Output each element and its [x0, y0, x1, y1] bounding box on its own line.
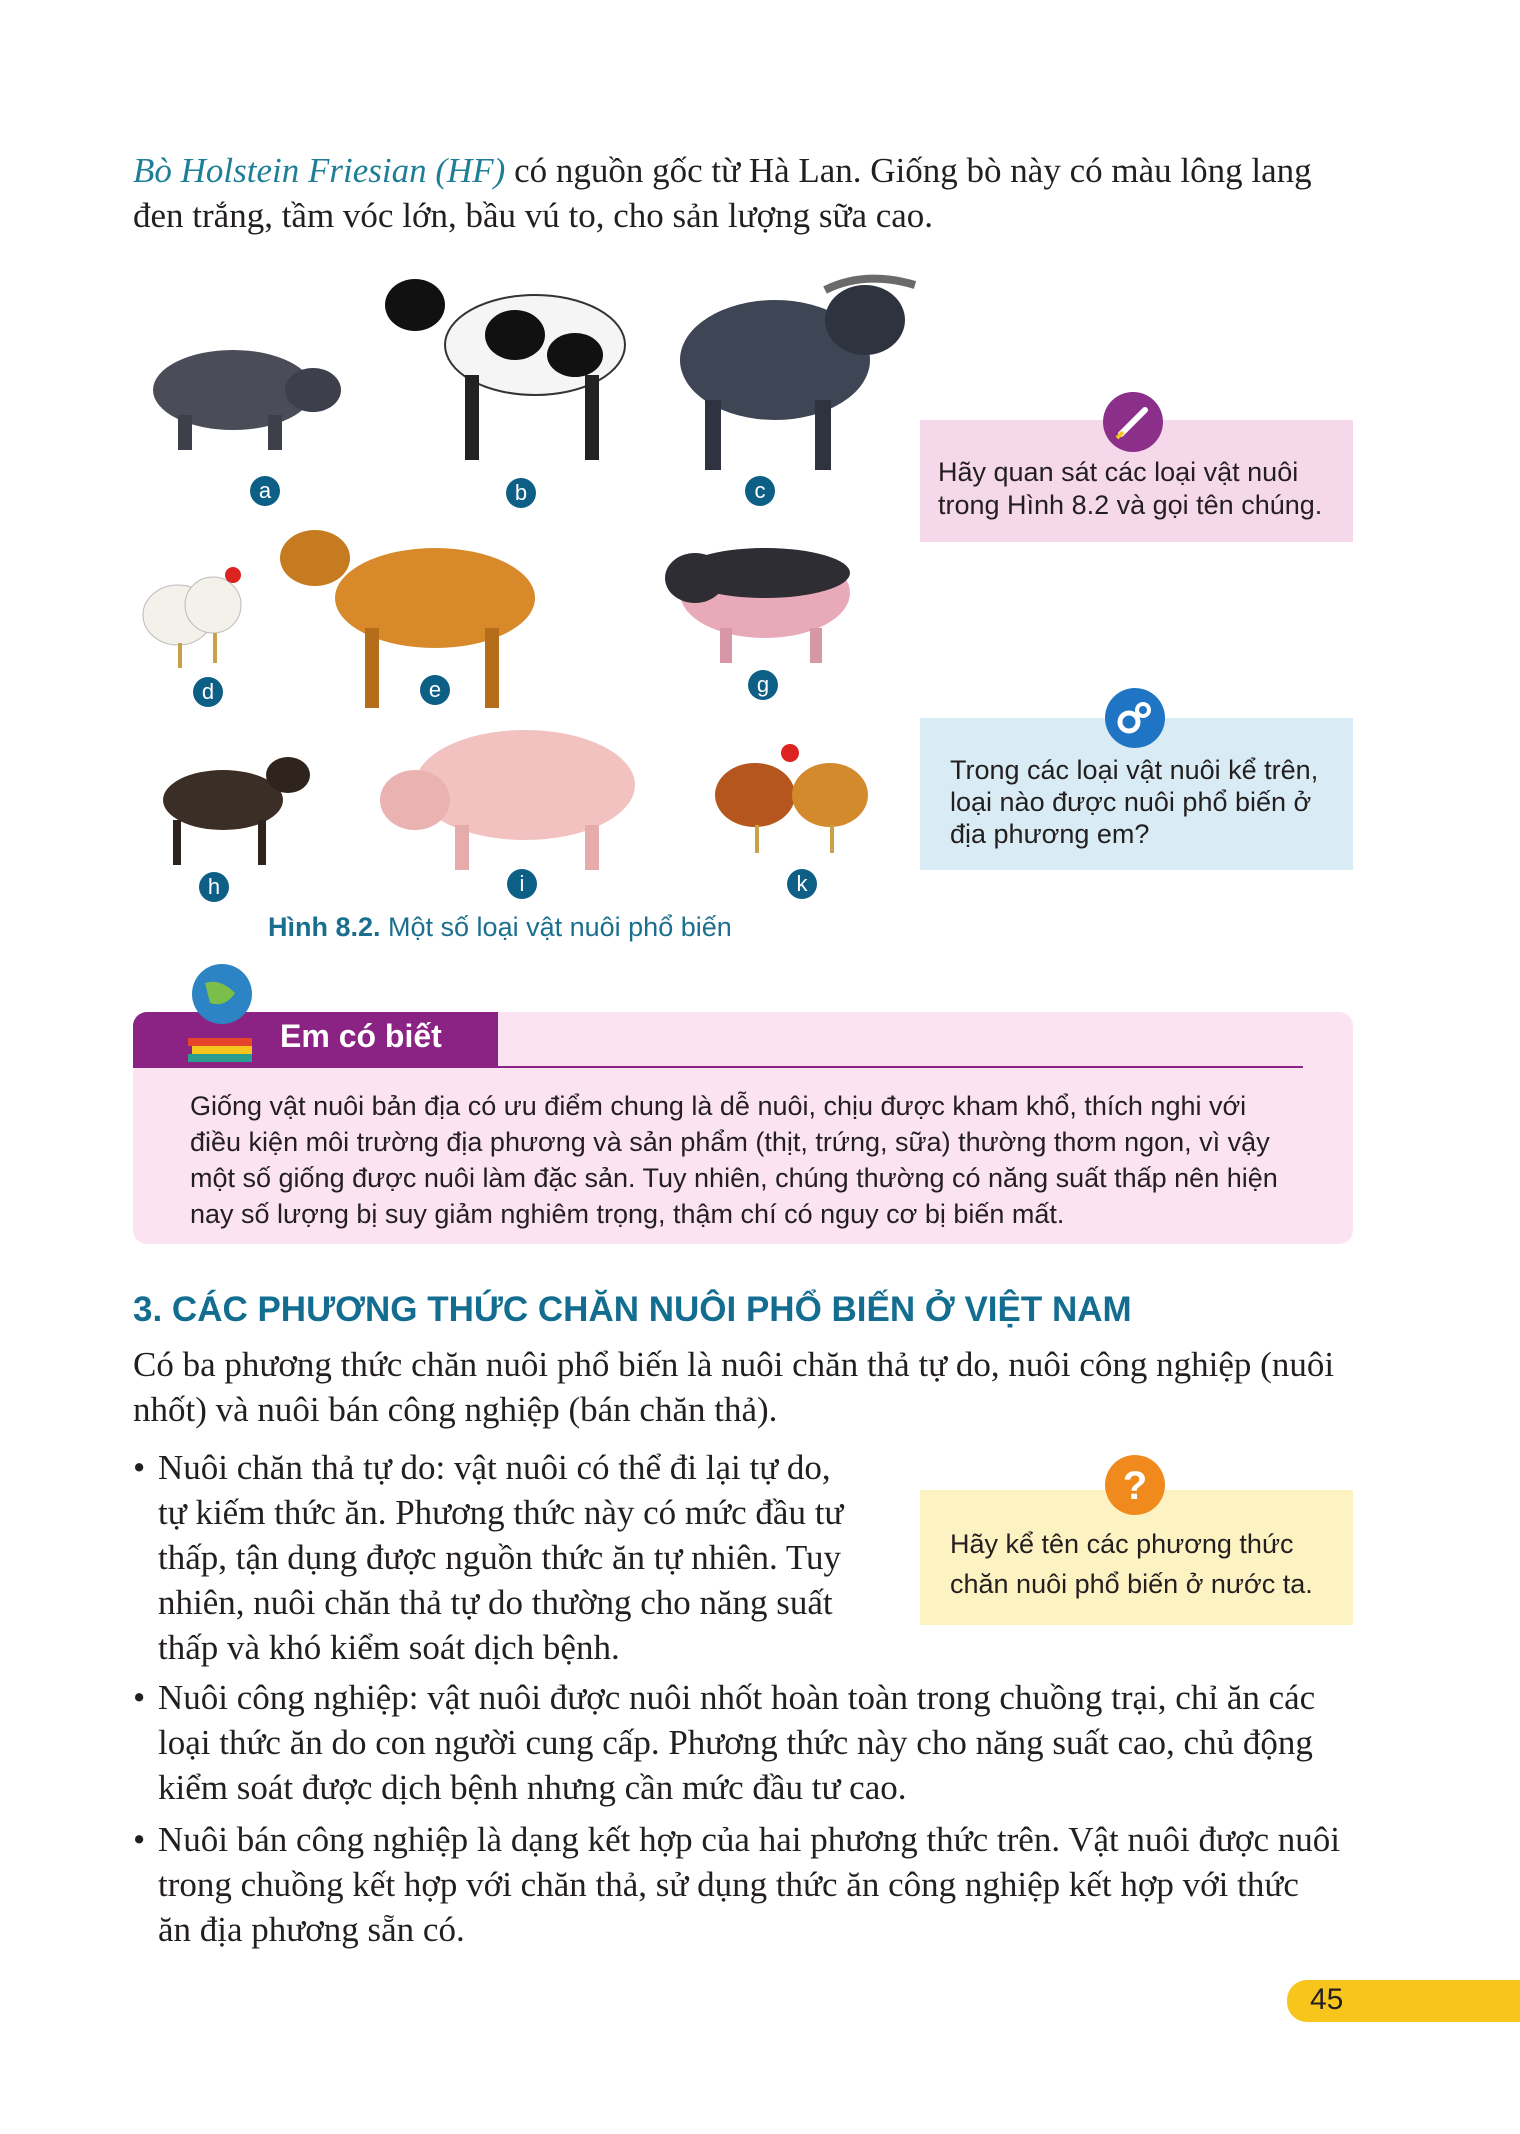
globe-icon: [180, 958, 260, 1064]
pencil-icon: [1103, 392, 1163, 452]
label-d: d: [193, 677, 223, 707]
section-intro-line-1: Có ba phương thức chăn nuôi phổ biến là nuôi chăn thả tự do, nuôi công nghiệp (nuôi: [133, 1345, 1335, 1384]
intro-line-1: [133, 148, 1353, 193]
bullet-2-line-2: loại thức ăn do con người cung cấp. Phương thức này cho năng suất cao, chủ động: [158, 1723, 1313, 1762]
gears-icon: [1105, 688, 1165, 748]
bullet-2-line-3: kiểm soát được dịch bệnh nhưng cần mức đầu tư cao.: [158, 1768, 907, 1807]
bullet-free-range: [133, 1445, 883, 1670]
local-line-1: Trong các loại vật nuôi kể trên,: [950, 755, 1319, 785]
bullet-dot: •: [133, 1820, 146, 1859]
label-i: i: [507, 869, 537, 899]
label-g: g: [748, 670, 778, 700]
did-you-know-line-3: một số giống được nuôi làm đặc sản. Tuy nhiên, chúng thường có năng suất thấp nên hiện: [190, 1163, 1278, 1193]
buffalo-image: [675, 270, 925, 480]
spotted-pig-image: [660, 528, 860, 668]
caption-text: Một số loại vật nuôi phổ biến: [380, 912, 732, 942]
did-you-know-title: Em có biết: [280, 1018, 442, 1054]
did-you-know-line-4: nay số lượng bị suy giảm nghiêm trọng, thậm chí có nguy cơ bị biến mất.: [190, 1199, 1065, 1229]
section-title: 3. CÁC PHƯƠNG THỨC CHĂN NUÔI PHỔ BIẾN Ở VIỆT NAM: [133, 1290, 1132, 1329]
white-chickens-image: [138, 555, 248, 670]
bullet-industrial: [133, 1675, 1353, 1810]
did-you-know-line-2: điều kiện môi trường địa phương và sản phẩm (thịt, trứng, sữa) thường thơm ngon, vì vậy: [190, 1127, 1270, 1157]
yellow-cow-image: [275, 518, 550, 713]
section-intro-paragraph: [133, 1342, 1353, 1432]
label-c: c: [745, 476, 775, 506]
intro-paragraph: [133, 148, 1353, 238]
black-pig-image: [138, 330, 348, 460]
goat-image: [138, 745, 318, 870]
bullet-1-line-3: thấp, tận dụng được nguồn thức ăn tự nhiên. Tuy: [158, 1538, 842, 1577]
label-b: b: [506, 478, 536, 508]
bullet-1-line-2: tự kiếm thức ăn. Phương thức này có mức đầu tư: [158, 1493, 844, 1532]
section-intro-line-2: nhốt) và nuôi bán công nghiệp (bán chăn thả).: [133, 1390, 778, 1429]
svg-text:?: ?: [1122, 1464, 1148, 1508]
local-line-2: loại nào được nuôi phổ biến ở: [950, 787, 1312, 817]
bullet-dot: •: [133, 1678, 146, 1717]
page-number: 45: [1310, 1983, 1344, 2016]
bullet-3-line-2: trong chuồng kết hợp với chăn thả, sử dụng thức ăn công nghiệp kết hợp với thức: [158, 1865, 1299, 1904]
figure-caption: [268, 912, 732, 943]
holstein-cow-image: [375, 265, 645, 475]
did-you-know-text: [190, 1088, 1305, 1232]
question-icon: [1105, 1455, 1165, 1515]
bullet-3-line-1: Nuôi bán công nghiệp là dạng kết hợp của hai phương thức trên. Vật nuôi được nuôi: [158, 1820, 1340, 1859]
bullet-3-line-3: ăn địa phương sẵn có.: [158, 1910, 465, 1949]
bullet-1-line-5: thấp và khó kiểm soát dịch bệnh.: [158, 1628, 620, 1667]
question-line-2: chăn nuôi phổ biến ở nước ta.: [950, 1569, 1313, 1599]
observe-line-1: Hãy quan sát các loại vật nuôi: [938, 457, 1299, 487]
breed-name: Bò Holstein Friesian (HF): [133, 151, 506, 190]
intro-line-2: đen trắng, tầm vóc lớn, bầu vú to, cho sản lượng sữa cao.: [133, 196, 934, 235]
bullet-1-line-1: Nuôi chăn thả tự do: vật nuôi có thể đi lại tự do,: [158, 1448, 831, 1487]
label-e: e: [420, 675, 450, 705]
label-h: h: [199, 872, 229, 902]
observe-line-2: trong Hình 8.2 và gọi tên chúng.: [938, 490, 1323, 520]
bullet-semi-industrial: [133, 1817, 1353, 1952]
question-line-1: Hãy kể tên các phương thức: [950, 1529, 1294, 1559]
bullet-2-line-1: Nuôi công nghiệp: vật nuôi được nuôi nhốt hoàn toàn trong chuồng trại, chỉ ăn các: [158, 1678, 1316, 1717]
did-you-know-line-1: Giống vật nuôi bản địa có ưu điểm chung là dễ nuôi, chịu được kham khổ, thích nghi với: [190, 1091, 1247, 1121]
intro-line-1-rest: có nguồn gốc từ Hà Lan. Giống bò này có màu lông lang: [505, 151, 1312, 190]
pink-pig-image: [375, 715, 650, 875]
label-a: a: [250, 476, 280, 506]
bullet-dot: •: [133, 1448, 146, 1487]
brown-chickens-image: [695, 735, 880, 855]
local-line-3: địa phương em?: [950, 819, 1150, 849]
bullet-1-line-4: nhiên, nuôi chăn thả tự do thường cho năng suất: [158, 1583, 833, 1622]
label-k: k: [787, 869, 817, 899]
caption-label: Hình 8.2.: [268, 912, 381, 942]
did-you-know-divider: [498, 1066, 1303, 1068]
